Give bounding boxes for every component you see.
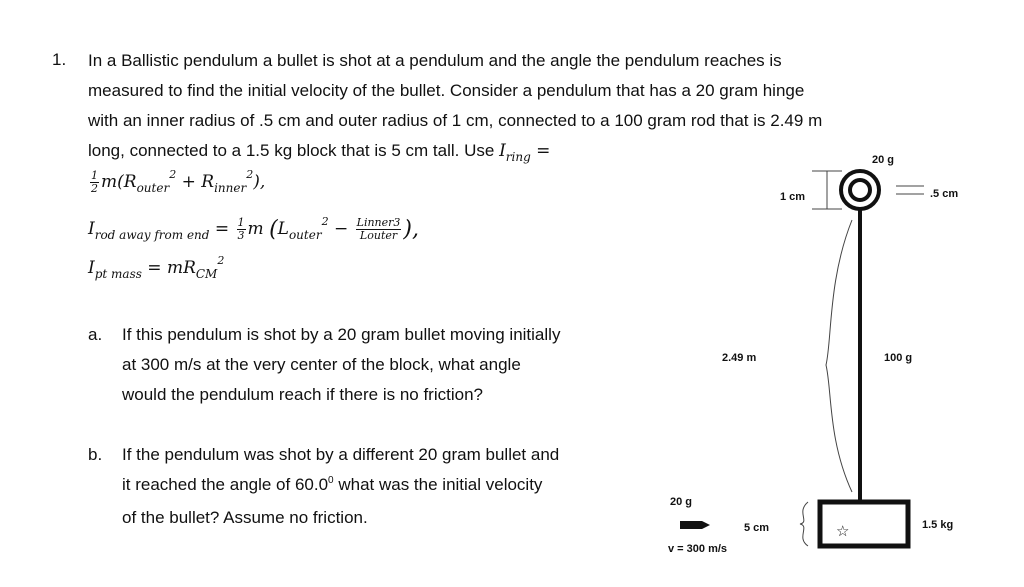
ring-plus: + — [176, 172, 202, 192]
question-a-text — [122, 320, 642, 410]
pt-equals: = — [141, 258, 167, 278]
pt-lhs-sub: pt mass — [94, 267, 142, 281]
rod-length-brace — [826, 220, 852, 492]
ring-r-inner-sup: 2 — [246, 168, 254, 181]
rod-frac2-den-sub: outer — [367, 229, 398, 242]
rod-frac2-num-sub: inner — [363, 216, 394, 229]
ring-r-outer: R — [123, 172, 137, 192]
rod-length-label: 2.49 m — [722, 352, 757, 364]
ring-inertia-equation — [88, 170, 265, 195]
rod-frac2-num-l: L — [356, 216, 364, 229]
ring-r-outer-sub: outer — [136, 181, 170, 195]
question-b-line-2-text: it reached the angle of 60.0 — [122, 475, 329, 494]
problem-line-4-text: long, connected to a 1.5 kg block that is 5 cm tall. Use — [88, 141, 495, 160]
rod-fraction — [237, 217, 246, 242]
block-height-brace — [800, 502, 808, 546]
hinge-mass-label: 20 g — [872, 154, 895, 166]
hinge-outer-ring — [841, 171, 879, 209]
ring-close: ), — [253, 172, 266, 192]
problem-number: 1. — [52, 50, 67, 69]
pendulum-diagram — [640, 140, 1000, 580]
question-b-line-2 — [122, 470, 642, 503]
question-b-line-1: If the pendulum was shot by a different 20 gram bullet and — [122, 445, 560, 464]
rod-l-outer: L — [277, 219, 289, 239]
problem-line-2: measured to find the initial velocity of the bullet. Consider a pendulum that has a 20 gram hinge — [88, 81, 805, 100]
question-b-line-2-tail: what was the initial velocity — [338, 475, 543, 494]
ring-r-inner-sub: inner — [214, 181, 247, 195]
ring-fraction — [90, 170, 99, 195]
ring-frac-num: 1 — [91, 169, 98, 182]
question-a-line-1: If this pendulum is shot by a 20 gram bullet moving initially — [122, 325, 561, 344]
bullet-velocity-label: v = 300 m/s — [668, 543, 728, 555]
rod-m: m — [247, 219, 264, 239]
rod-l-outer-sup: 2 — [321, 215, 329, 228]
ring-r-outer-sup: 2 — [169, 168, 177, 181]
rod-frac2-num-sup: 3 — [393, 216, 401, 229]
question-a-line-3: would the pendulum reach if there is no friction? — [122, 385, 483, 404]
rod-frac2-den-l: L — [359, 229, 368, 242]
inner-radius-label: .5 cm — [930, 188, 959, 200]
pt-rhs-sub: CM — [195, 267, 218, 281]
block-height-label: 5 cm — [744, 522, 770, 534]
rod-lhs: I — [88, 219, 95, 239]
problem-line-3: with an inner radius of .5 cm and outer radius of 1 cm, connected to a 100 gram rod that is 2.49 m — [88, 111, 823, 130]
block-center-star-icon: ☆ — [836, 522, 850, 540]
question-a-line-2: at 300 m/s at the very center of the block, what angle — [122, 355, 521, 374]
ring-frac-den: 2 — [91, 182, 98, 195]
question-b-text — [122, 440, 642, 533]
rod-lhs-sub: rod away from end — [94, 228, 210, 242]
degree-superscript: 0 — [328, 475, 334, 486]
pt-lhs: I — [88, 258, 95, 278]
rod-equals: = — [209, 219, 235, 239]
rod-minus: − — [328, 219, 354, 239]
pt-rhs-sup: 2 — [217, 254, 225, 267]
i-ring-symbol: I — [499, 141, 506, 161]
rod-l-outer-sub: outer — [288, 228, 322, 242]
ring-r-inner: R — [201, 172, 215, 192]
problem-line-1: In a Ballistic pendulum a bullet is shot at a pendulum and the angle the pendulum reaches is — [88, 51, 782, 70]
question-b-label: b. — [88, 445, 103, 464]
block-mass-label: 1.5 kg — [922, 519, 954, 531]
pendulum-block — [820, 502, 908, 546]
rod-frac2-den — [356, 230, 402, 242]
inline-i-ring — [499, 141, 551, 164]
rod-mass-label: 100 g — [884, 352, 913, 364]
question-b-line-3: of the bullet? Assume no friction. — [122, 508, 368, 527]
i-ring-subscript: ring — [505, 150, 531, 164]
rod-open-paren: ( — [269, 217, 278, 242]
hinge-inner-ring — [850, 180, 870, 200]
bullet-mass-label: 20 g — [670, 496, 693, 508]
ring-m: m( — [101, 172, 124, 192]
rod-close-paren: ), — [403, 217, 419, 242]
pt-rhs: mR — [166, 258, 196, 278]
rod-frac-den: 3 — [237, 229, 245, 242]
bullet-icon — [680, 521, 710, 529]
outer-radius-label: 1 cm — [780, 191, 806, 203]
question-a-label: a. — [88, 325, 103, 344]
rod-frac-num: 1 — [237, 216, 245, 229]
rod-inertia-equation — [88, 215, 419, 242]
i-ring-equals: = — [530, 141, 551, 161]
rod-inner-fraction — [356, 217, 402, 242]
point-mass-inertia-equation — [88, 254, 225, 281]
